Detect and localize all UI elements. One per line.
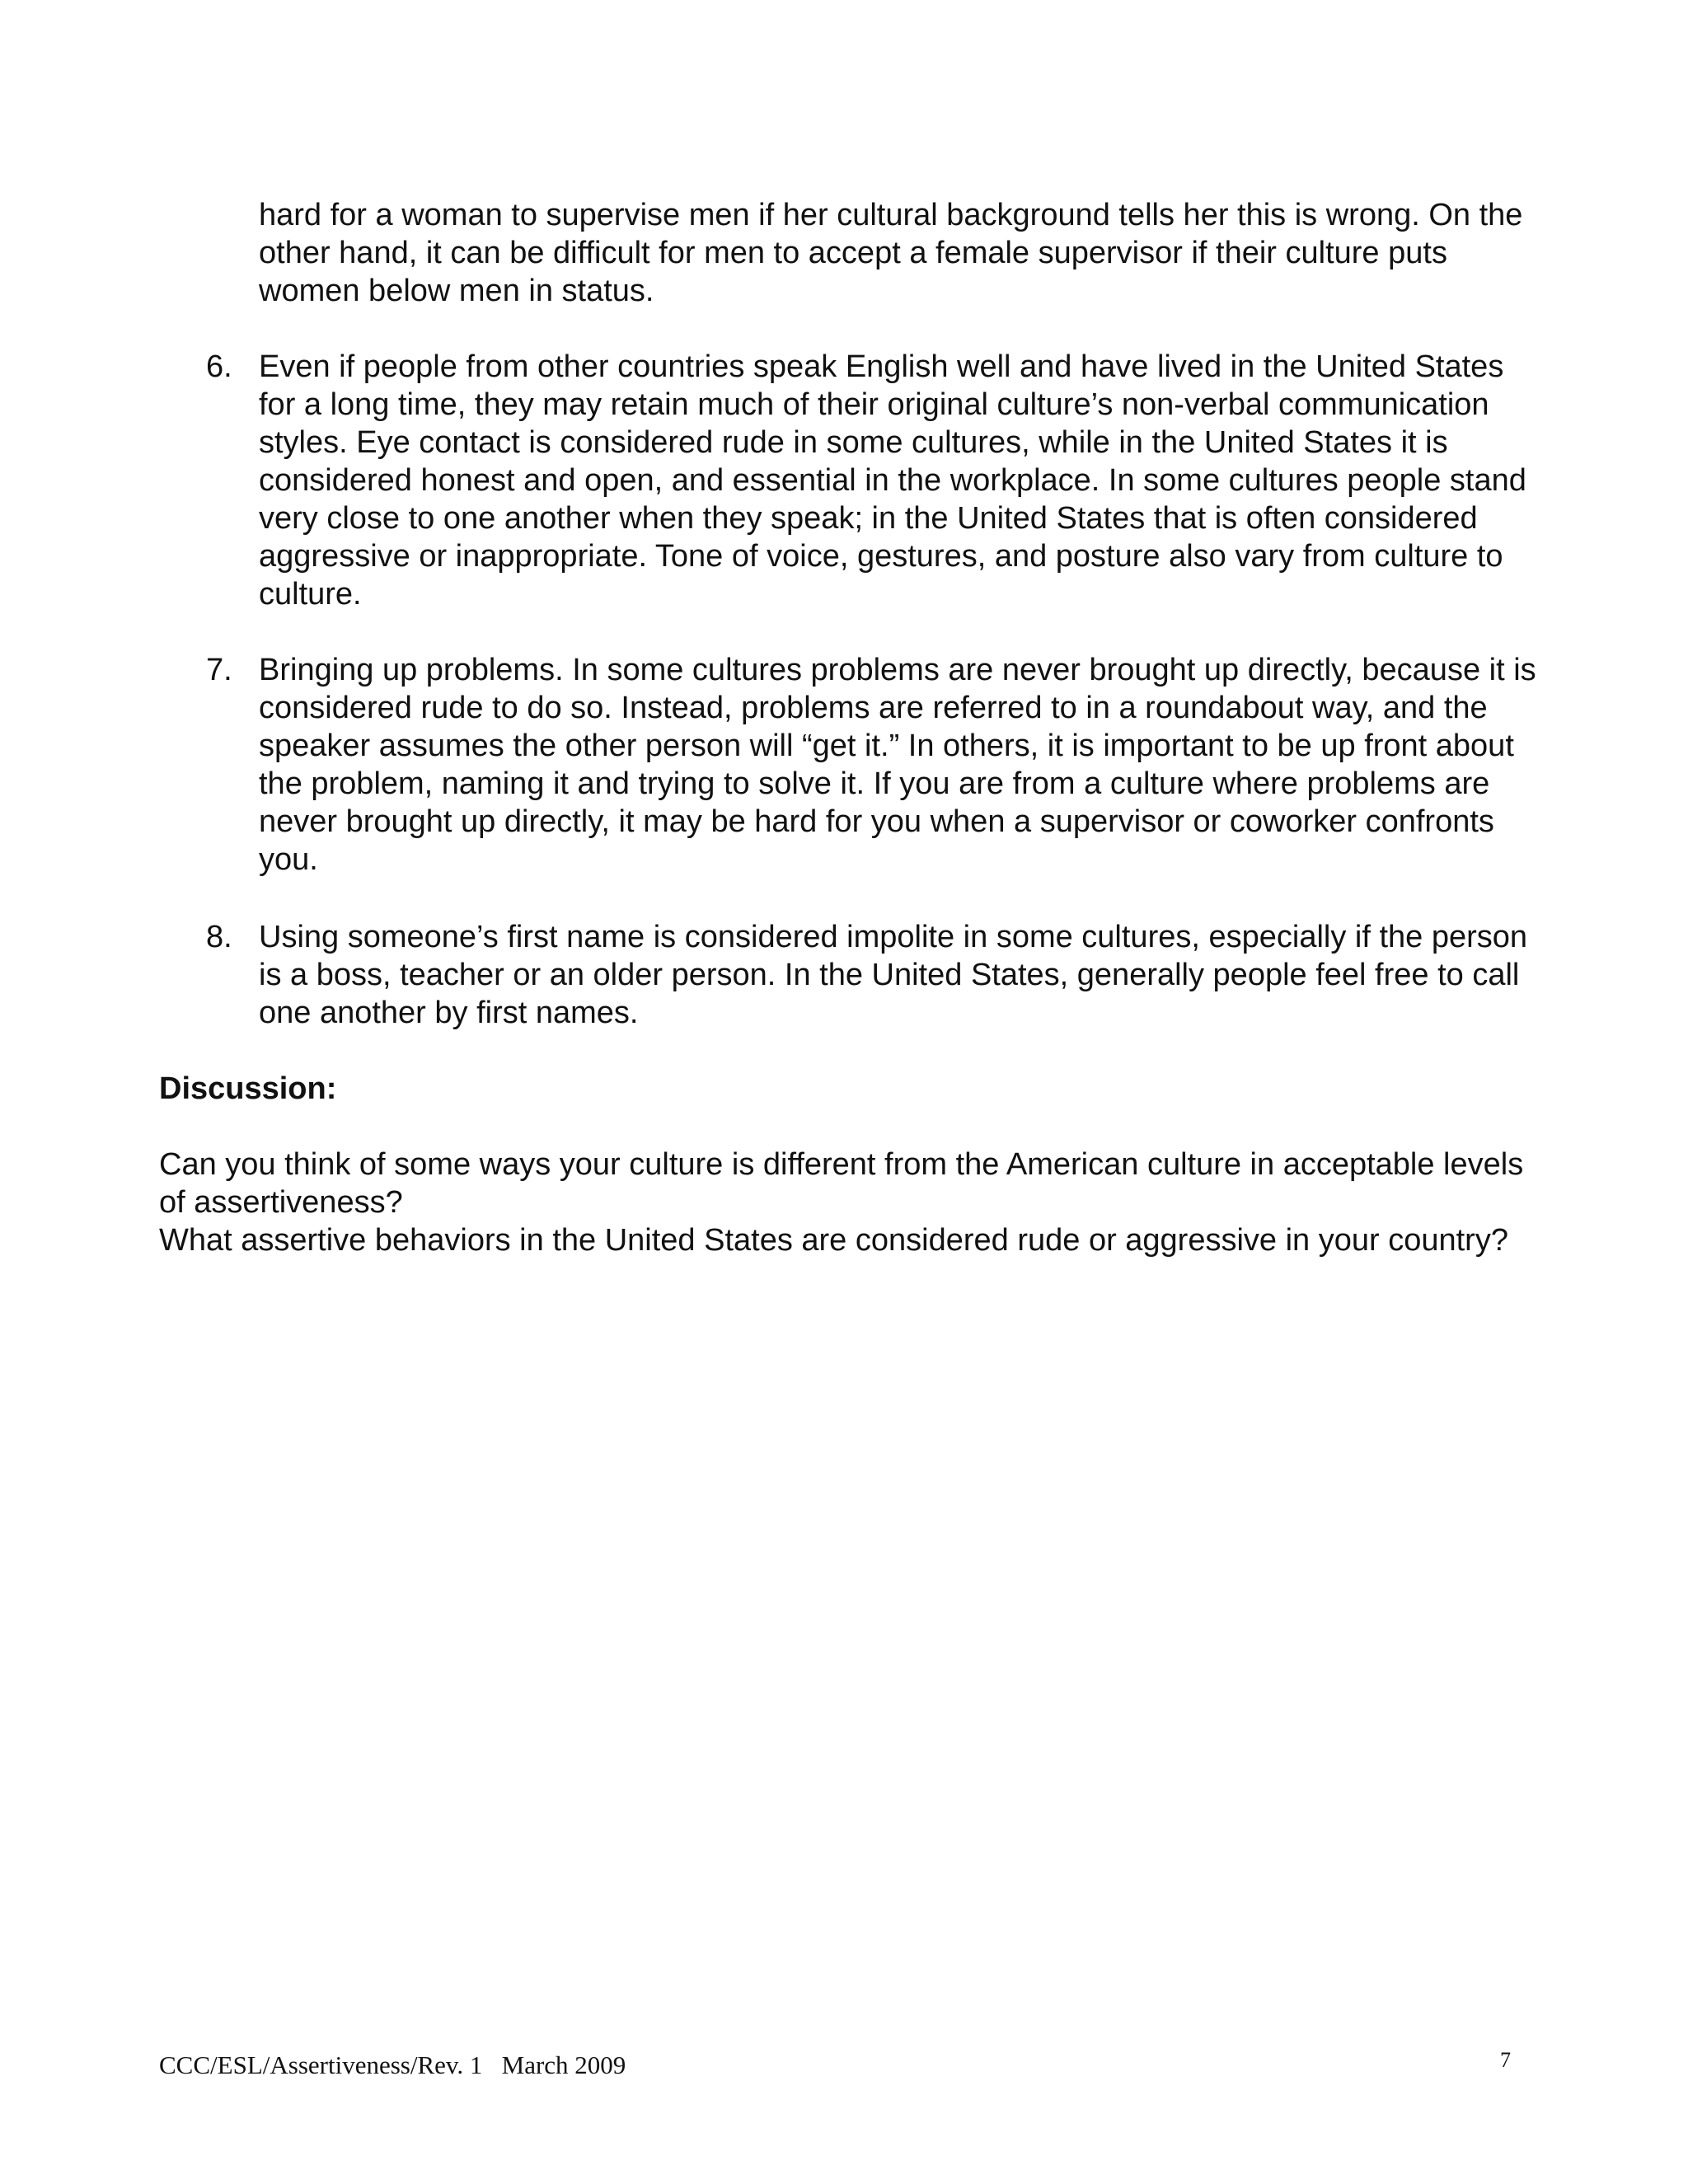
discussion-question-2: What assertive behaviors in the United States are considered rude or aggressive in your country? (159, 1223, 1508, 1258)
list-item-text: Using someone’s first name is considered impolite in some cultures, especially if the person is a boss, teacher or an older person. In the United States, generally people feel free to call one another by first names. (259, 920, 1528, 1030)
list-item-number: 6. (206, 349, 232, 384)
continuation-paragraph: hard for a woman to supervise men if her cultural background tells her this is wrong. On the other hand, it can be difficult for men to accept a female supervisor if their culture puts women below men in status. (259, 198, 1523, 308)
list-item-text: Bringing up problems. In some cultures problems are never brought up directly, because it is considered rude to do so. Instead, problems are referred to in a roundabout way, and the speaker assumes the other person will “get it.” In others, it is important to be up front about the problem, naming it and trying to solve it. If you are from a culture where problems are never brought up directly, it may be hard for you when a supervisor or coworker confronts you. (259, 653, 1536, 877)
footer-page-number: 7 (1500, 2048, 1511, 2072)
list-item-text: Even if people from other countries speak English well and have lived in the United States for a long time, they may retain much of their original culture’s non-verbal communication styles. Eye contact is considered rude in some cultures, while in the United States it is considered honest and open, and essential in the workplace. In some cultures people stand very close to one another when they speak; in the United States that is often considered aggressive or inappropriate. Tone of voice, gestures, and posture also vary from culture to culture. (259, 349, 1526, 612)
list-item-number: 7. (206, 653, 232, 687)
discussion-heading: Discussion: (159, 1071, 337, 1106)
discussion-question-1: Can you think of some ways your culture is different from the American culture in acceptable levels of assertiveness? (159, 1147, 1524, 1220)
list-item-number: 8. (206, 920, 232, 954)
footer-document-id: CCC/ESL/Assertiveness/Rev. 1 March 2009 (159, 2050, 626, 2079)
